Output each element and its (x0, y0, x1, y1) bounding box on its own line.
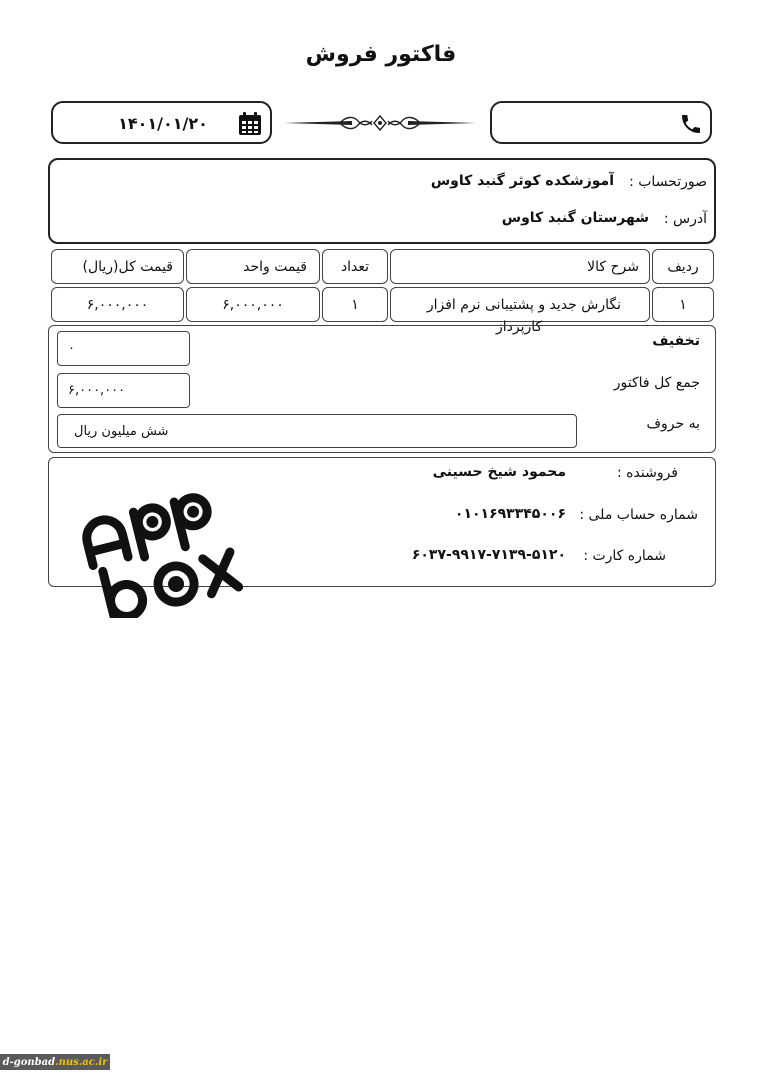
address-label: آدرس : (663, 211, 707, 227)
discount-field: ۰ (57, 331, 190, 366)
seller-label: فروشنده : (617, 465, 678, 481)
cell-description: نگارش جدید و پشتیبانی نرم افزار (390, 287, 650, 322)
phone-box (490, 101, 712, 144)
seller-value: محمود شیخ حسینی (432, 464, 566, 480)
total-field: ۶,۰۰۰,۰۰۰ (57, 373, 190, 408)
header-row-number: ردیف (652, 249, 714, 284)
cell-description-overflow: کارپرداز (496, 319, 543, 335)
phone-icon (679, 112, 703, 136)
header-description: شرح کالا (390, 249, 650, 284)
appbox-logo (78, 470, 248, 618)
words-field: شش میلیون ریال (57, 414, 577, 448)
cell-total-price: ۶,۰۰۰,۰۰۰ (51, 287, 184, 322)
page-title: فاکتور فروش (305, 42, 457, 67)
total-label: جمع کل فاکتور (613, 375, 700, 391)
cell-quantity: ۱ (322, 287, 388, 322)
header-total-price: قیمت کل(ریال) (51, 249, 184, 284)
cell-row-number: ۱ (652, 287, 714, 322)
words-label: به حروف (646, 416, 700, 432)
footer-site-b: .nus.ac.ir (55, 1056, 108, 1068)
address-value: شهرستان گنبد کاوس (501, 210, 649, 226)
calendar-icon (237, 111, 263, 137)
account-label: صورتحساب : (629, 174, 707, 190)
ornament-divider (282, 112, 478, 134)
footer-site-a: d-gonbad (2, 1056, 56, 1068)
account-value: آموزشکده کوثر گنبد کاوس (430, 173, 614, 189)
discount-label: تخفیف (652, 333, 700, 349)
national-account-value: ۰۱۰۱۶۹۳۳۴۵۰۰۶ (454, 506, 566, 522)
national-account-label: شماره حساب ملی : (579, 507, 698, 523)
invoice-date: ۱۴۰۱/۰۱/۲۰ (118, 114, 208, 133)
header-unit-price: قیمت واحد (186, 249, 320, 284)
cell-unit-price: ۶,۰۰۰,۰۰۰ (186, 287, 320, 322)
footer-site-tag (0, 1054, 110, 1070)
date-box (51, 101, 272, 144)
header-quantity: تعداد (322, 249, 388, 284)
card-value: ۶۰۳۷-۹۹۱۷-۷۱۳۹-۵۱۲۰ (411, 547, 566, 563)
card-label: شماره کارت : (583, 548, 666, 564)
customer-box (48, 158, 716, 244)
